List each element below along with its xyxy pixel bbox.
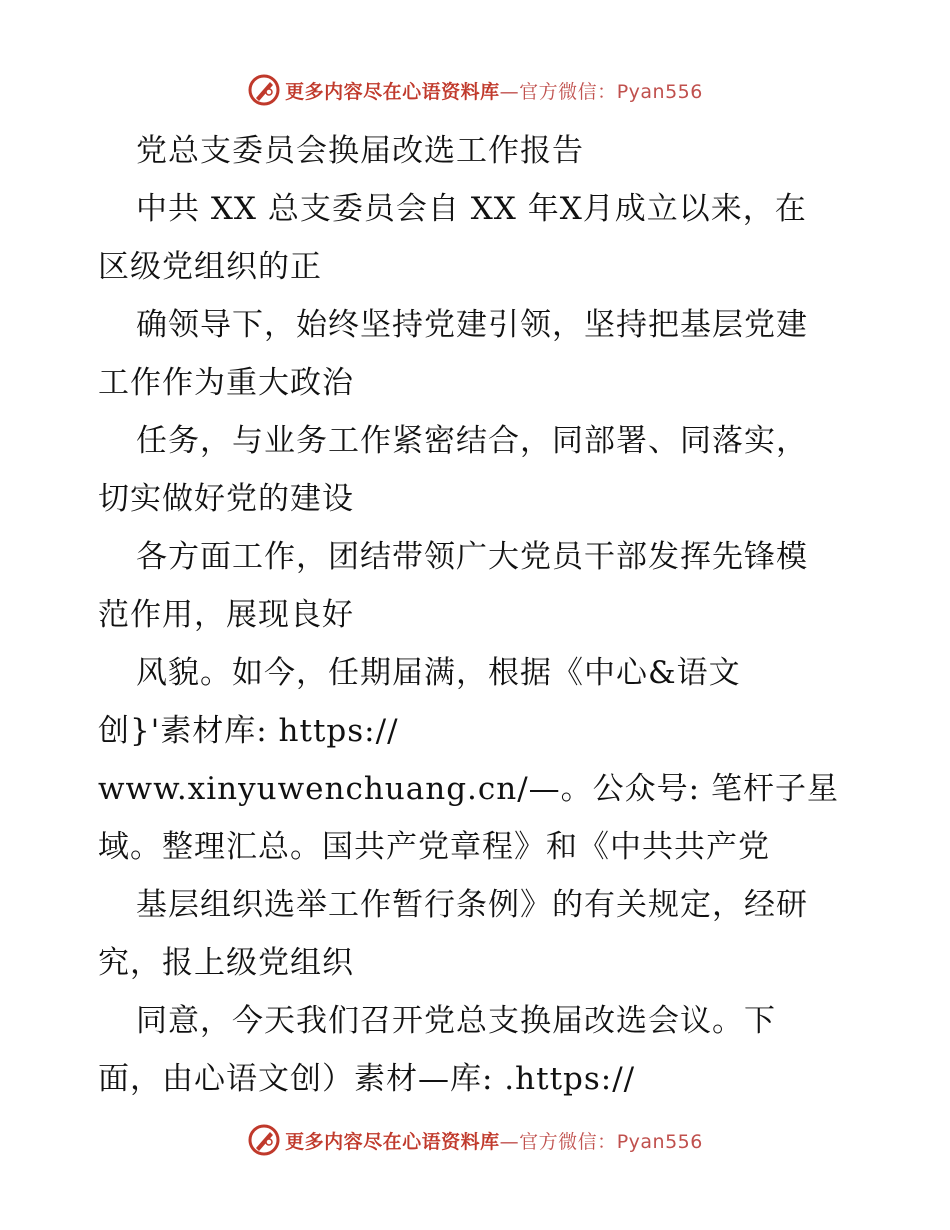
watermark-wechat-id: Pyan556 [616, 1130, 703, 1153]
paragraph-line: www.xinyuwenchuang.cn/—。公众号: 笔杆子星 [98, 771, 839, 807]
watermark-wechat-label: 官方微信： [519, 1130, 617, 1153]
paragraph-line: 风貌。如今，任期届满，根据《中心&语文 [136, 655, 741, 691]
paragraph-line: 中共 XX 总支委员会自 XX 年X月成立以来，在 [136, 191, 807, 227]
paragraph-line: 确领导下，始终坚持党建引领，坚持把基层党建 [136, 307, 808, 343]
watermark-brand: 更多内容尽在心语资料库 [285, 80, 500, 103]
paragraph-line: 创}'素材库: https:// [98, 713, 399, 749]
watermark-text [285, 77, 703, 104]
paragraph-line: 各方面工作，团结带领广大党员干部发挥先锋模 [136, 539, 808, 575]
pen-logo-icon [247, 73, 281, 107]
watermark-brand: 更多内容尽在心语资料库 [285, 1130, 500, 1153]
pen-logo-icon [247, 1123, 281, 1157]
document-title: 党总支委员会换届改选工作报告 [136, 133, 584, 169]
paragraph-line: 切实做好党的建设 [98, 481, 354, 517]
watermark-wechat-id: Pyan556 [616, 80, 703, 103]
paragraph-line: 域。整理汇总。国共产党章程》和《中共共产党 [98, 829, 770, 865]
watermark-dash: — [499, 80, 520, 103]
header-watermark [0, 70, 950, 110]
paragraph-line: 范作用，展现良好 [98, 597, 354, 633]
paragraph-line: 区级党组织的正 [98, 249, 322, 285]
footer-watermark [0, 1120, 950, 1160]
paragraph-line: 工作作为重大政治 [98, 365, 354, 401]
watermark-wechat-label: 官方微信： [519, 80, 617, 103]
paragraph-line: 面，由心语文创）素材—库: .https:// [98, 1061, 636, 1097]
paragraph-line: 究，报上级党组织 [98, 945, 354, 981]
watermark-dash: — [499, 1130, 520, 1153]
document-body [98, 122, 858, 1108]
watermark-text [285, 1127, 703, 1154]
paragraph-line: 基层组织选举工作暂行条例》的有关规定，经研 [136, 887, 808, 923]
paragraph-line: 任务，与业务工作紧密结合，同部署、同落实， [136, 423, 808, 459]
paragraph-line: 同意，今天我们召开党总支换届改选会议。下 [136, 1003, 776, 1039]
